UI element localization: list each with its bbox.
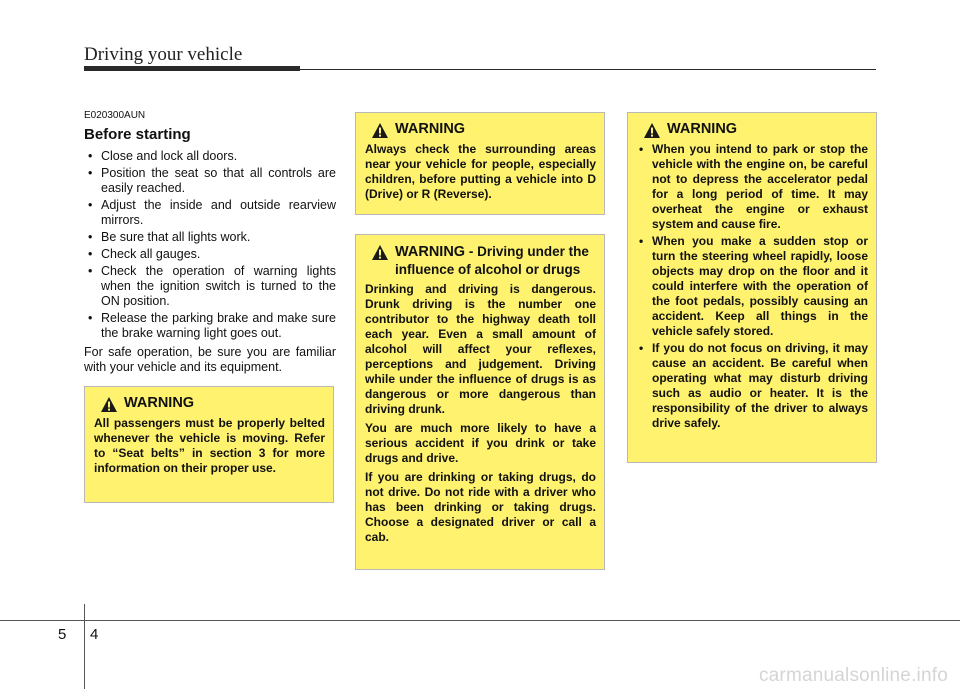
warning-header xyxy=(365,121,596,139)
warning-heading xyxy=(395,243,596,279)
warning-title: WARNING xyxy=(395,121,466,137)
warning-header xyxy=(94,395,325,413)
footer-divider xyxy=(84,604,85,689)
warning-title: WARNING xyxy=(395,244,466,260)
warning-list xyxy=(637,142,868,431)
warning-box-seatbelts xyxy=(84,386,334,503)
footer-rule xyxy=(0,620,960,621)
step-item: • Be sure that all lights work. xyxy=(84,230,336,245)
step-item: • Check the operation of warning lights when the ignition switch is turned to the ON position. xyxy=(84,264,336,309)
warning-triangle-icon xyxy=(643,122,661,139)
warning-list-item: • When you make a sudden stop or turn the steering wheel rapidly, loose objects may drop on the floor and it could interfere with the operation of the foot pedals, possibly causing an accident. Keep all things in the vehicle safely stored. xyxy=(637,234,868,339)
closing-text: For safe operation, be sure you are familiar with your vehicle and its equipment. xyxy=(84,345,336,374)
section-code: E020300AUN xyxy=(84,110,146,121)
warning-subtitle: - Driving under the influence of alcohol or drugs xyxy=(395,244,589,277)
step-item: • Release the parking brake and make sure the brake warning light goes out. xyxy=(84,311,336,341)
step-item: • Adjust the inside and outside rearview mirrors. xyxy=(84,198,336,228)
warning-title: WARNING xyxy=(124,395,195,411)
warning-triangle-icon xyxy=(100,396,118,413)
steps-list xyxy=(84,149,336,341)
warning-box-parking xyxy=(627,112,877,463)
page-number: 4 xyxy=(90,626,99,643)
section-number: 5 xyxy=(58,626,67,643)
step-item: • Close and lock all doors. xyxy=(84,149,336,164)
warning-paragraph: You are much more likely to have a serious accident if you drink or take drugs and drive. xyxy=(365,421,596,465)
warning-title: WARNING xyxy=(667,121,738,137)
before-starting-section xyxy=(84,110,336,375)
warning-text: Always check the surrounding areas near your vehicle for people, especially children, before putting a vehicle into D (Drive) or R (Reverse). xyxy=(365,142,596,201)
page-header-title: Driving your vehicle xyxy=(84,44,243,65)
warning-triangle-icon xyxy=(371,122,389,139)
warning-paragraph: Drinking and driving is dangerous. Drunk driving is the number one contributor to the highway death toll each year. Even a small amount of alcohol will affect your reflexes, perceptions and judgement. Driving while under the influence of drugs is as dangerous or more dangerous than driving drunk. xyxy=(365,282,596,416)
header-rule-thin xyxy=(300,69,876,70)
watermark: carmanualsonline.info xyxy=(758,665,948,686)
warning-text: All passengers must be properly belted whenever the vehicle is moving. Refer to “Seat belts” in section 3 for more information on their proper use. xyxy=(94,416,325,475)
section-title: Before starting xyxy=(84,126,191,143)
warning-list-item: • When you intend to park or stop the vehicle with the engine on, be careful not to depress the accelerator pedal for a long period of time. It may overheat the engine or exhaust system and cause fire. xyxy=(637,142,868,232)
warning-box-surroundings xyxy=(355,112,605,215)
warning-paragraph: If you are drinking or taking drugs, do not drive. Do not ride with a driver who has been drinking or taking drugs. Choose a designated driver or call a cab. xyxy=(365,470,596,544)
step-item: • Position the seat so that all controls are easily reached. xyxy=(84,166,336,196)
warning-header xyxy=(365,243,596,279)
warning-triangle-icon xyxy=(371,244,389,261)
header-rule-thick xyxy=(84,66,300,71)
warning-header xyxy=(637,121,868,139)
step-item: • Check all gauges. xyxy=(84,247,336,262)
warning-box-alcohol-drugs xyxy=(355,234,605,570)
warning-list-item: • If you do not focus on driving, it may cause an accident. Be careful when operating what may disturb driving such as audio or heater. It is the responsibility of the driver to always drive safely. xyxy=(637,341,868,431)
